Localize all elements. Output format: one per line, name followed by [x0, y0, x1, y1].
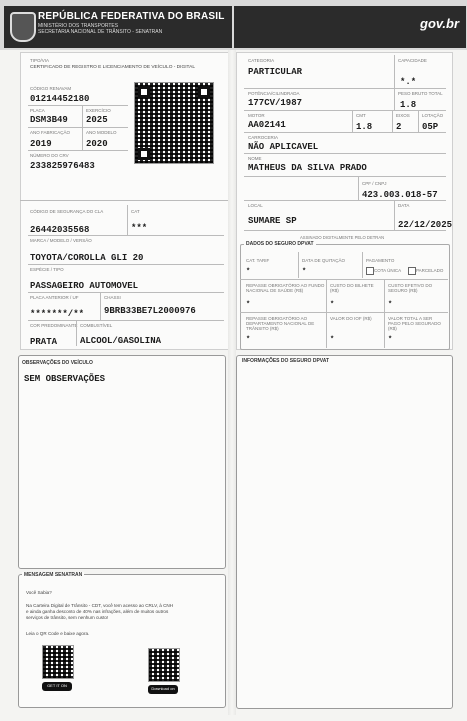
cat-tarif-value: * — [246, 268, 251, 276]
data-quit-label: DATA DE QUITAÇÃO — [302, 258, 346, 263]
divider — [326, 279, 327, 312]
doc-type-label: TIPO/VIA — [30, 58, 50, 63]
potencia-label: POTÊNCIA/CILINDRADA — [248, 91, 300, 96]
divider — [20, 200, 228, 201]
cat-label: CAT — [131, 209, 140, 214]
brazil-coat-of-arms-icon — [10, 12, 36, 42]
renavam-label: CÓDIGO RENAVAM — [30, 86, 72, 91]
placa-ant-value: *******/** — [30, 309, 85, 319]
divider — [28, 150, 128, 151]
app-store-badge[interactable]: Download on the App Store — [148, 685, 178, 694]
motor-label: MOTOR — [248, 113, 265, 118]
dpvat-title: DADOS DO SEGURO DPVAT — [246, 241, 314, 247]
divider — [82, 106, 83, 150]
app-store-qr-code — [148, 648, 180, 682]
divider — [244, 132, 446, 133]
valor-total-value: * — [388, 336, 393, 344]
marca-label: MARCA / MODELO / VERSÃO — [30, 238, 92, 243]
observations-title: OBSERVAÇÕES DO VEÍCULO — [22, 360, 93, 366]
potencia-value: 177CV/1987 — [248, 98, 303, 108]
renavam-value: 01214452180 — [30, 94, 90, 104]
ano-fab-label: ANO FABRICAÇÃO — [30, 130, 71, 135]
cpf-label: CPF / CNPJ — [362, 181, 387, 186]
cor-value: PRATA — [30, 337, 58, 347]
divider — [392, 110, 393, 132]
placa-value: DSM3B49 — [30, 115, 68, 125]
cat-value: *** — [131, 223, 148, 233]
ministry-line: MINISTÉRIO DOS TRANSPORTES — [38, 23, 119, 29]
placa-ant-label: PLACA ANTERIOR / UF — [30, 295, 79, 300]
cap-label: CAPACIDADE — [398, 58, 427, 63]
cap-value: *.* — [400, 77, 417, 87]
local-value: SUMARE SP — [248, 216, 297, 226]
divider — [394, 88, 395, 110]
dpvat-info-box — [236, 355, 453, 709]
message-cta: Leia o QR Code e baixe agora. — [26, 631, 90, 636]
num-crv-value: 233825976483 — [30, 161, 95, 171]
divider — [127, 205, 128, 235]
message-body: Na Carteira Digital de Trânsito - CDT, você tem acesso ao CRLV, à CNH e ainda ganha desconto de 40% nas infrações, além de muitos outros serviços de trânsito, sem nenhum custo! — [26, 603, 174, 620]
eixos-label: EIXOS — [396, 113, 410, 118]
divider — [240, 279, 448, 280]
cod-seg-label: CÓDIGO DE SEGURANÇA DO CLA — [30, 209, 104, 214]
eixos-value: 2 — [396, 122, 402, 132]
local-label: LOCAL — [248, 203, 263, 208]
exercicio-label: EXERCÍCIO — [86, 108, 111, 113]
peso-label: PESO BRUTO TOTAL — [398, 91, 443, 96]
categoria-label: CATEGORIA — [248, 58, 275, 63]
custo-bilhete-value: * — [330, 301, 335, 309]
divider — [100, 292, 101, 320]
divider — [384, 279, 385, 312]
signed-digitally-text: ASSINADO DIGITALMENTE PELO DETRAN — [300, 235, 385, 240]
republic-title: REPÚBLICA FEDERATIVA DO BRASIL — [38, 11, 225, 22]
num-crv-label: NÚMERO DO CRV — [30, 153, 69, 158]
pagamento-label: PAGAMENTO — [366, 258, 395, 263]
divider — [76, 320, 77, 346]
repasse-fns-value: * — [246, 301, 251, 309]
data-quit-value: * — [302, 268, 307, 276]
divider — [28, 105, 128, 106]
divider — [28, 264, 224, 265]
data-label: DATA — [398, 203, 410, 208]
comb-label: COMBUSTÍVEL — [80, 323, 113, 328]
valor-iof-label: VALOR DO IOF (R$) — [330, 316, 372, 321]
message-greeting: Você Sabia? — [26, 590, 52, 595]
ano-fab-value: 2019 — [30, 139, 52, 149]
parcelado-label: PARCELADO — [416, 268, 444, 273]
dpvat-info-title: INFORMAÇÕES DO SEGURO DPVAT — [242, 358, 330, 364]
motor-value: AA02141 — [248, 120, 286, 130]
categoria-value: PARTICULAR — [248, 67, 303, 77]
paper-fold — [228, 50, 236, 715]
lotacao-value: 05P — [422, 122, 439, 132]
cota-unica-checkbox[interactable] — [366, 267, 374, 275]
especie-value: PASSAGEIRO AUTOMOVEL — [30, 281, 139, 291]
cod-seg-value: 26442035568 — [30, 225, 90, 235]
google-play-badge[interactable]: GET IT ON Google Play — [42, 682, 72, 691]
divider — [244, 110, 446, 111]
chassi-label: CHASSI — [104, 295, 121, 300]
repasse-dnt-value: * — [246, 336, 251, 344]
divider — [244, 200, 446, 201]
nome-label: NOME — [248, 156, 262, 161]
divider — [240, 312, 448, 313]
divider — [326, 312, 327, 348]
divider — [28, 320, 224, 321]
nome-value: MATHEUS DA SILVA PRADO — [248, 163, 367, 173]
lotacao-label: LOTAÇÃO — [422, 113, 444, 118]
divider — [28, 292, 224, 293]
divider — [244, 176, 446, 177]
divider — [418, 110, 419, 132]
data-value: 22/12/2025 — [398, 220, 453, 230]
custo-efetivo-value: * — [388, 301, 393, 309]
divider — [384, 312, 385, 348]
cpf-value: 423.003.018-57 — [362, 190, 438, 200]
parcelado-checkbox[interactable] — [408, 267, 416, 275]
observations-text: SEM OBSERVAÇÕES — [24, 374, 106, 384]
ministry-text — [38, 23, 162, 35]
divider — [362, 252, 363, 278]
vehicle-qr-code — [134, 82, 214, 164]
repasse-fns-label: REPASSE OBRIGATÓRIO AO FUNDO NACIONAL DE SAÚDE (R$) — [246, 283, 325, 293]
carroceria-label: CARROCERIA — [248, 135, 279, 140]
marca-value: TOYOTA/COROLLA GLI 20 — [30, 253, 144, 263]
divider — [28, 127, 128, 128]
govbr-logo: gov.br — [420, 16, 460, 31]
doc-title: CERTIFICADO DE REGISTRO E LICENCIAMENTO DE VEÍCULO - DIGITAL — [30, 65, 195, 70]
repasse-dnt-label: REPASSE OBRIGATÓRIO AO DEPARTAMENTO NACIONAL DE TRÂNSITO (R$) — [246, 316, 315, 331]
ano-mod-label: ANO MODELO — [86, 130, 117, 135]
cat-tarif-label: CAT. TARIF — [246, 258, 270, 263]
divider — [244, 153, 446, 154]
divider — [352, 110, 353, 132]
valor-total-label: VALOR TOTAL A SER PAGO PELO SEGURADO (R$) — [388, 316, 441, 331]
secretariat-line: SECRETARIA NACIONAL DE TRÂNSITO - SENATRAN — [38, 29, 163, 35]
custo-efetivo-label: CUSTO EFETIVO DO SEGURO (R$) — [388, 283, 433, 293]
divider — [298, 252, 299, 278]
cor-label: COR PREDOMINANTE — [30, 323, 78, 328]
divider — [358, 176, 359, 200]
cota-unica-label: COTA ÚNICA — [374, 268, 402, 273]
valor-iof-value: * — [330, 336, 335, 344]
divider — [244, 230, 446, 231]
cmt-label: CMT — [356, 113, 366, 118]
ano-mod-value: 2020 — [86, 139, 108, 149]
peso-value: 1.8 — [400, 100, 417, 110]
carroceria-value: NÃO APLICAVEL — [248, 142, 319, 152]
divider — [244, 88, 446, 89]
placa-label: PLACA — [30, 108, 45, 113]
divider — [394, 55, 395, 88]
exercicio-value: 2025 — [86, 115, 108, 125]
google-play-qr-code — [42, 645, 74, 679]
observations-box — [18, 355, 226, 569]
divider — [394, 200, 395, 230]
chassi-value: 9BRB33BE7L2000976 — [104, 306, 196, 316]
custo-bilhete-label: CUSTO DO BILHETE (R$) — [330, 283, 374, 293]
senatran-message-title: MENSAGEM SENATRAN — [24, 572, 83, 578]
divider — [28, 235, 224, 236]
comb-value: ALCOOL/GASOLINA — [80, 336, 162, 346]
especie-label: ESPÉCIE / TIPO — [30, 267, 64, 272]
cmt-value: 1.8 — [356, 122, 373, 132]
